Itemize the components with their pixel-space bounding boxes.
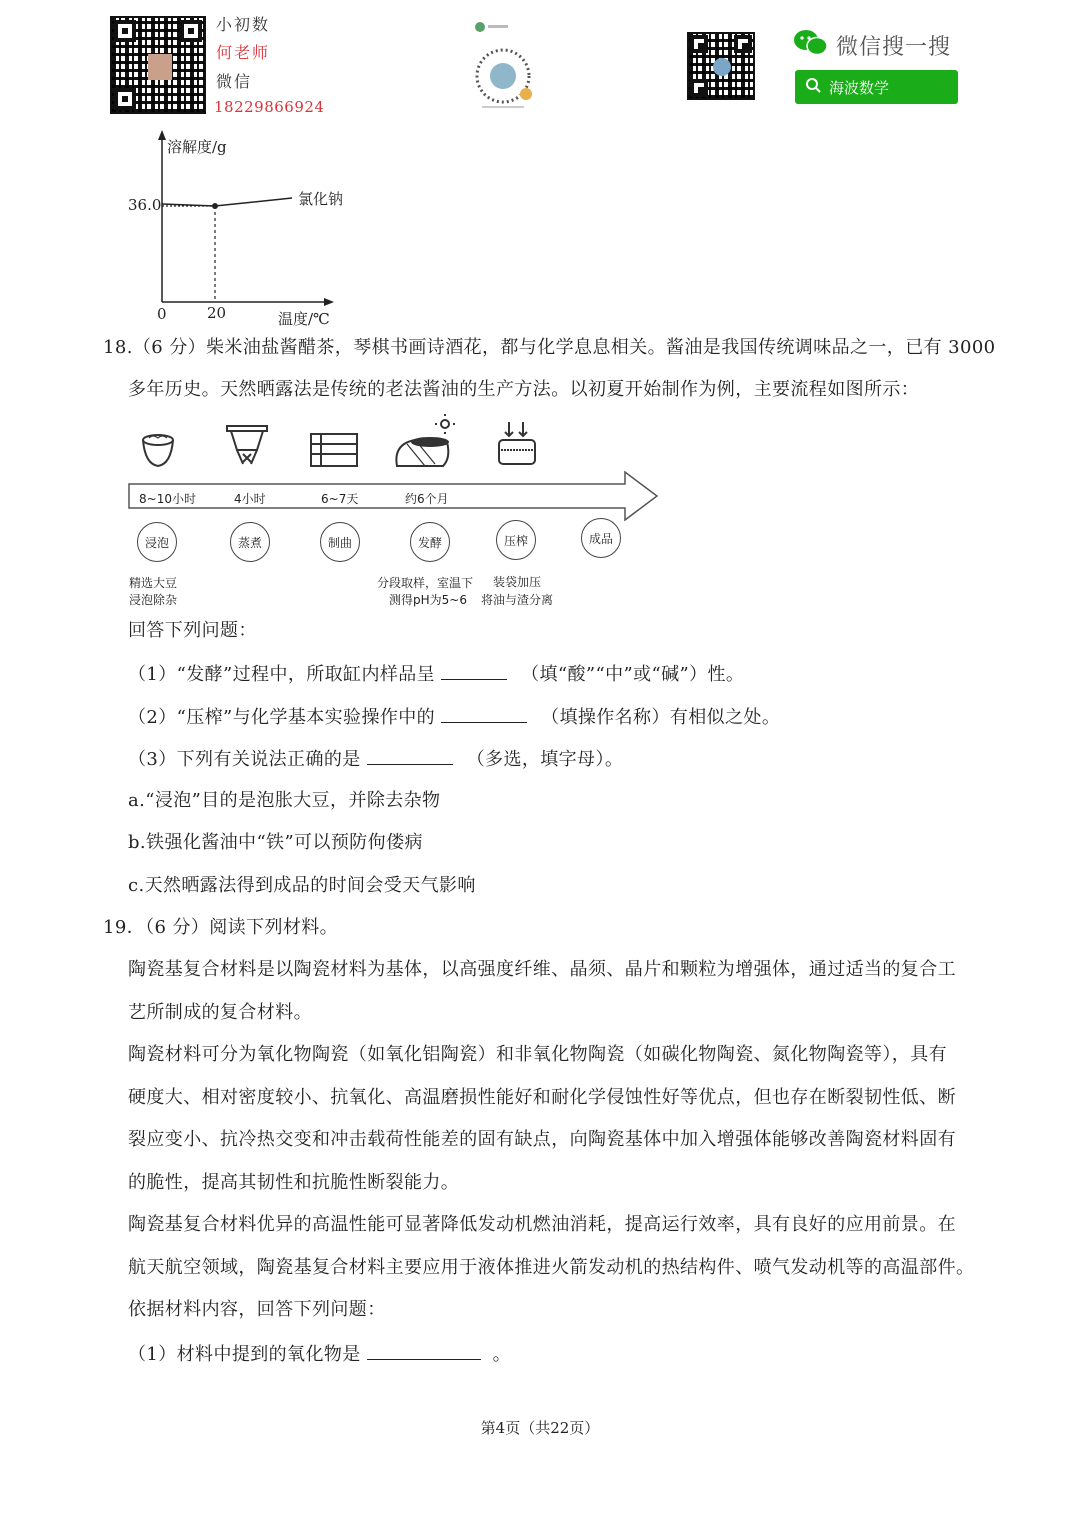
q18-line-2: 多年历史。天然晒露法是传统的老法酱油的生产方法。以初夏开始制作为例，主要流程如图所示： [128, 379, 920, 400]
duration-soak: 8~10小时 [139, 492, 196, 506]
note-soak-1: 精选大豆 [129, 576, 178, 590]
q19-sub1 [128, 1341, 511, 1367]
contact-qr-code[interactable] [110, 16, 206, 114]
mini-program-code-icon[interactable] [470, 18, 536, 112]
q18-sub1-blank[interactable] [441, 661, 507, 680]
q19-p1-line2: 艺所制成的复合材料。 [128, 1002, 312, 1023]
q18-sub3-text: （3）下列有关说法正确的是 [128, 749, 361, 770]
soy-sauce-flow-diagram [125, 414, 665, 610]
q18-sub2-blank[interactable] [441, 704, 527, 723]
note-ferment-1: 分段取样，室温下 [377, 576, 474, 590]
q18-line-1: 18.（6 分）柴米油盐酱醋茶，琴棋书画诗酒花，都与化学息息相关。酱油是我国传统调味品之一，已有 3000 [103, 337, 996, 358]
q18-sub1 [128, 661, 744, 687]
note-press-1: 装袋加压 [493, 575, 542, 589]
duration-koji: 6~7天 [321, 492, 359, 506]
q18-option-c: c.天然晒露法得到成品的时间会受天气影响 [128, 875, 476, 896]
graph-xtick-0: 0 [157, 305, 167, 323]
q18-sub2-text: （2）“压榨”与化学基本实验操作中的 [128, 707, 436, 728]
note-ferment-2: 测得pH为5~6 [389, 593, 467, 607]
q18-sub2-hint: （填操作名称）有相似之处。 [541, 707, 781, 728]
note-soak-2: 浸泡除杂 [129, 593, 178, 607]
graph-ylabel: 溶解度/g [167, 138, 227, 156]
q19-sub1-blank[interactable] [367, 1341, 481, 1360]
q19-p3-line2: 航天航空领域，陶瓷基复合材料主要应用于液体推进火箭发动机的热结构件、喷气发动机等的高温部件。 [128, 1257, 975, 1278]
avatar [148, 54, 172, 80]
graph-curve-label: 氯化钠 [298, 190, 344, 208]
q18-option-b: b.铁强化酱油中“铁”可以预防佝偻病 [128, 832, 423, 853]
q18-prompt: 回答下列问题： [128, 620, 257, 641]
graph-xtick-20: 20 [207, 304, 227, 322]
q18-sub2 [128, 704, 780, 730]
q19-p2-line3: 裂应变小、抗冷热交变和冲击载荷性能差的固有缺点，向陶瓷基体中加入增强体能够改善陶瓷材料固有 [128, 1129, 956, 1150]
step-koji: 制曲 [320, 522, 360, 562]
press-icon [499, 422, 535, 464]
search-icon [805, 77, 821, 97]
q18-option-a: a.“浸泡”目的是泡胀大豆，并除去杂物 [128, 790, 441, 811]
wechat-search-label: 微信搜一搜 [836, 35, 952, 60]
q18-sub1-hint: （填“酸”“中”或“碱”）性。 [521, 664, 745, 685]
q19-sub1-end: 。 [492, 1344, 512, 1365]
bowl-icon [143, 435, 173, 466]
wechat-search-button-label: 海波数学 [829, 78, 890, 97]
q18-sub3-blank[interactable] [367, 746, 453, 765]
q18-sub3 [128, 746, 623, 772]
koji-tray-icon [311, 434, 357, 466]
q19-title: 19．（6 分）阅读下列材料。 [103, 917, 339, 938]
q19-prompt: 依据材料内容，回答下列问题： [128, 1299, 386, 1320]
wechat-icon [793, 29, 829, 57]
fermentation-vat-icon [396, 414, 455, 466]
q18-sub3-hint: （多选，填字母）。 [466, 749, 624, 770]
q19-sub1-text: （1）材料中提到的氧化物是 [128, 1344, 361, 1365]
contact-line-2: 何老师 [216, 43, 271, 62]
step-ferment: 发酵 [410, 522, 450, 562]
q19-p2-line1: 陶瓷材料可分为氧化物陶瓷（如氧化铝陶瓷）和非氧化物陶瓷（如碳化物陶瓷、氮化物陶瓷等），具有 [128, 1044, 947, 1065]
step-product: 成品 [581, 518, 621, 558]
solubility-graph [120, 128, 360, 328]
qr-code-icon[interactable] [687, 32, 755, 100]
duration-ferment: 约6个月 [405, 492, 449, 506]
step-press: 压榨 [496, 520, 536, 560]
graph-ytick: 36.0 [128, 196, 162, 214]
q19-p1-line1: 陶瓷基复合材料是以陶瓷材料为基体，以高强度纤维、晶须、晶片和颗粒为增强体，通过适当的复合工 [128, 959, 956, 980]
q19-p2-line2: 硬度大、相对密度较小、抗氧化、高温磨损性能好和耐化学侵蚀性好等优点，但也存在断裂韧性低、断 [128, 1087, 956, 1108]
page-number: 第4页（共22页） [480, 1419, 600, 1437]
contact-phone: 18229866924 [214, 98, 325, 116]
q18-sub1-text: （1）“发酵”过程中，所取缸内样品呈 [128, 664, 436, 685]
contact-line-3: 微信 [216, 72, 253, 91]
note-press-2: 将油与渣分离 [481, 593, 554, 607]
q19-p2-line4: 的脆性，提高其韧性和抗脆性断裂能力。 [128, 1172, 460, 1193]
q19-p3-line1: 陶瓷基复合材料优异的高温性能可显著降低发动机燃油消耗，提高运行效率，具有良好的应用前景。在 [128, 1214, 956, 1235]
graph-xlabel: 温度/℃ [278, 310, 330, 328]
wechat-search-button[interactable] [795, 70, 958, 104]
step-soak: 浸泡 [137, 522, 177, 562]
contact-line-1: 小初数 [216, 15, 271, 34]
step-steam: 蒸煮 [230, 522, 270, 562]
steamer-icon [227, 426, 267, 464]
duration-steam: 4小时 [234, 492, 266, 506]
